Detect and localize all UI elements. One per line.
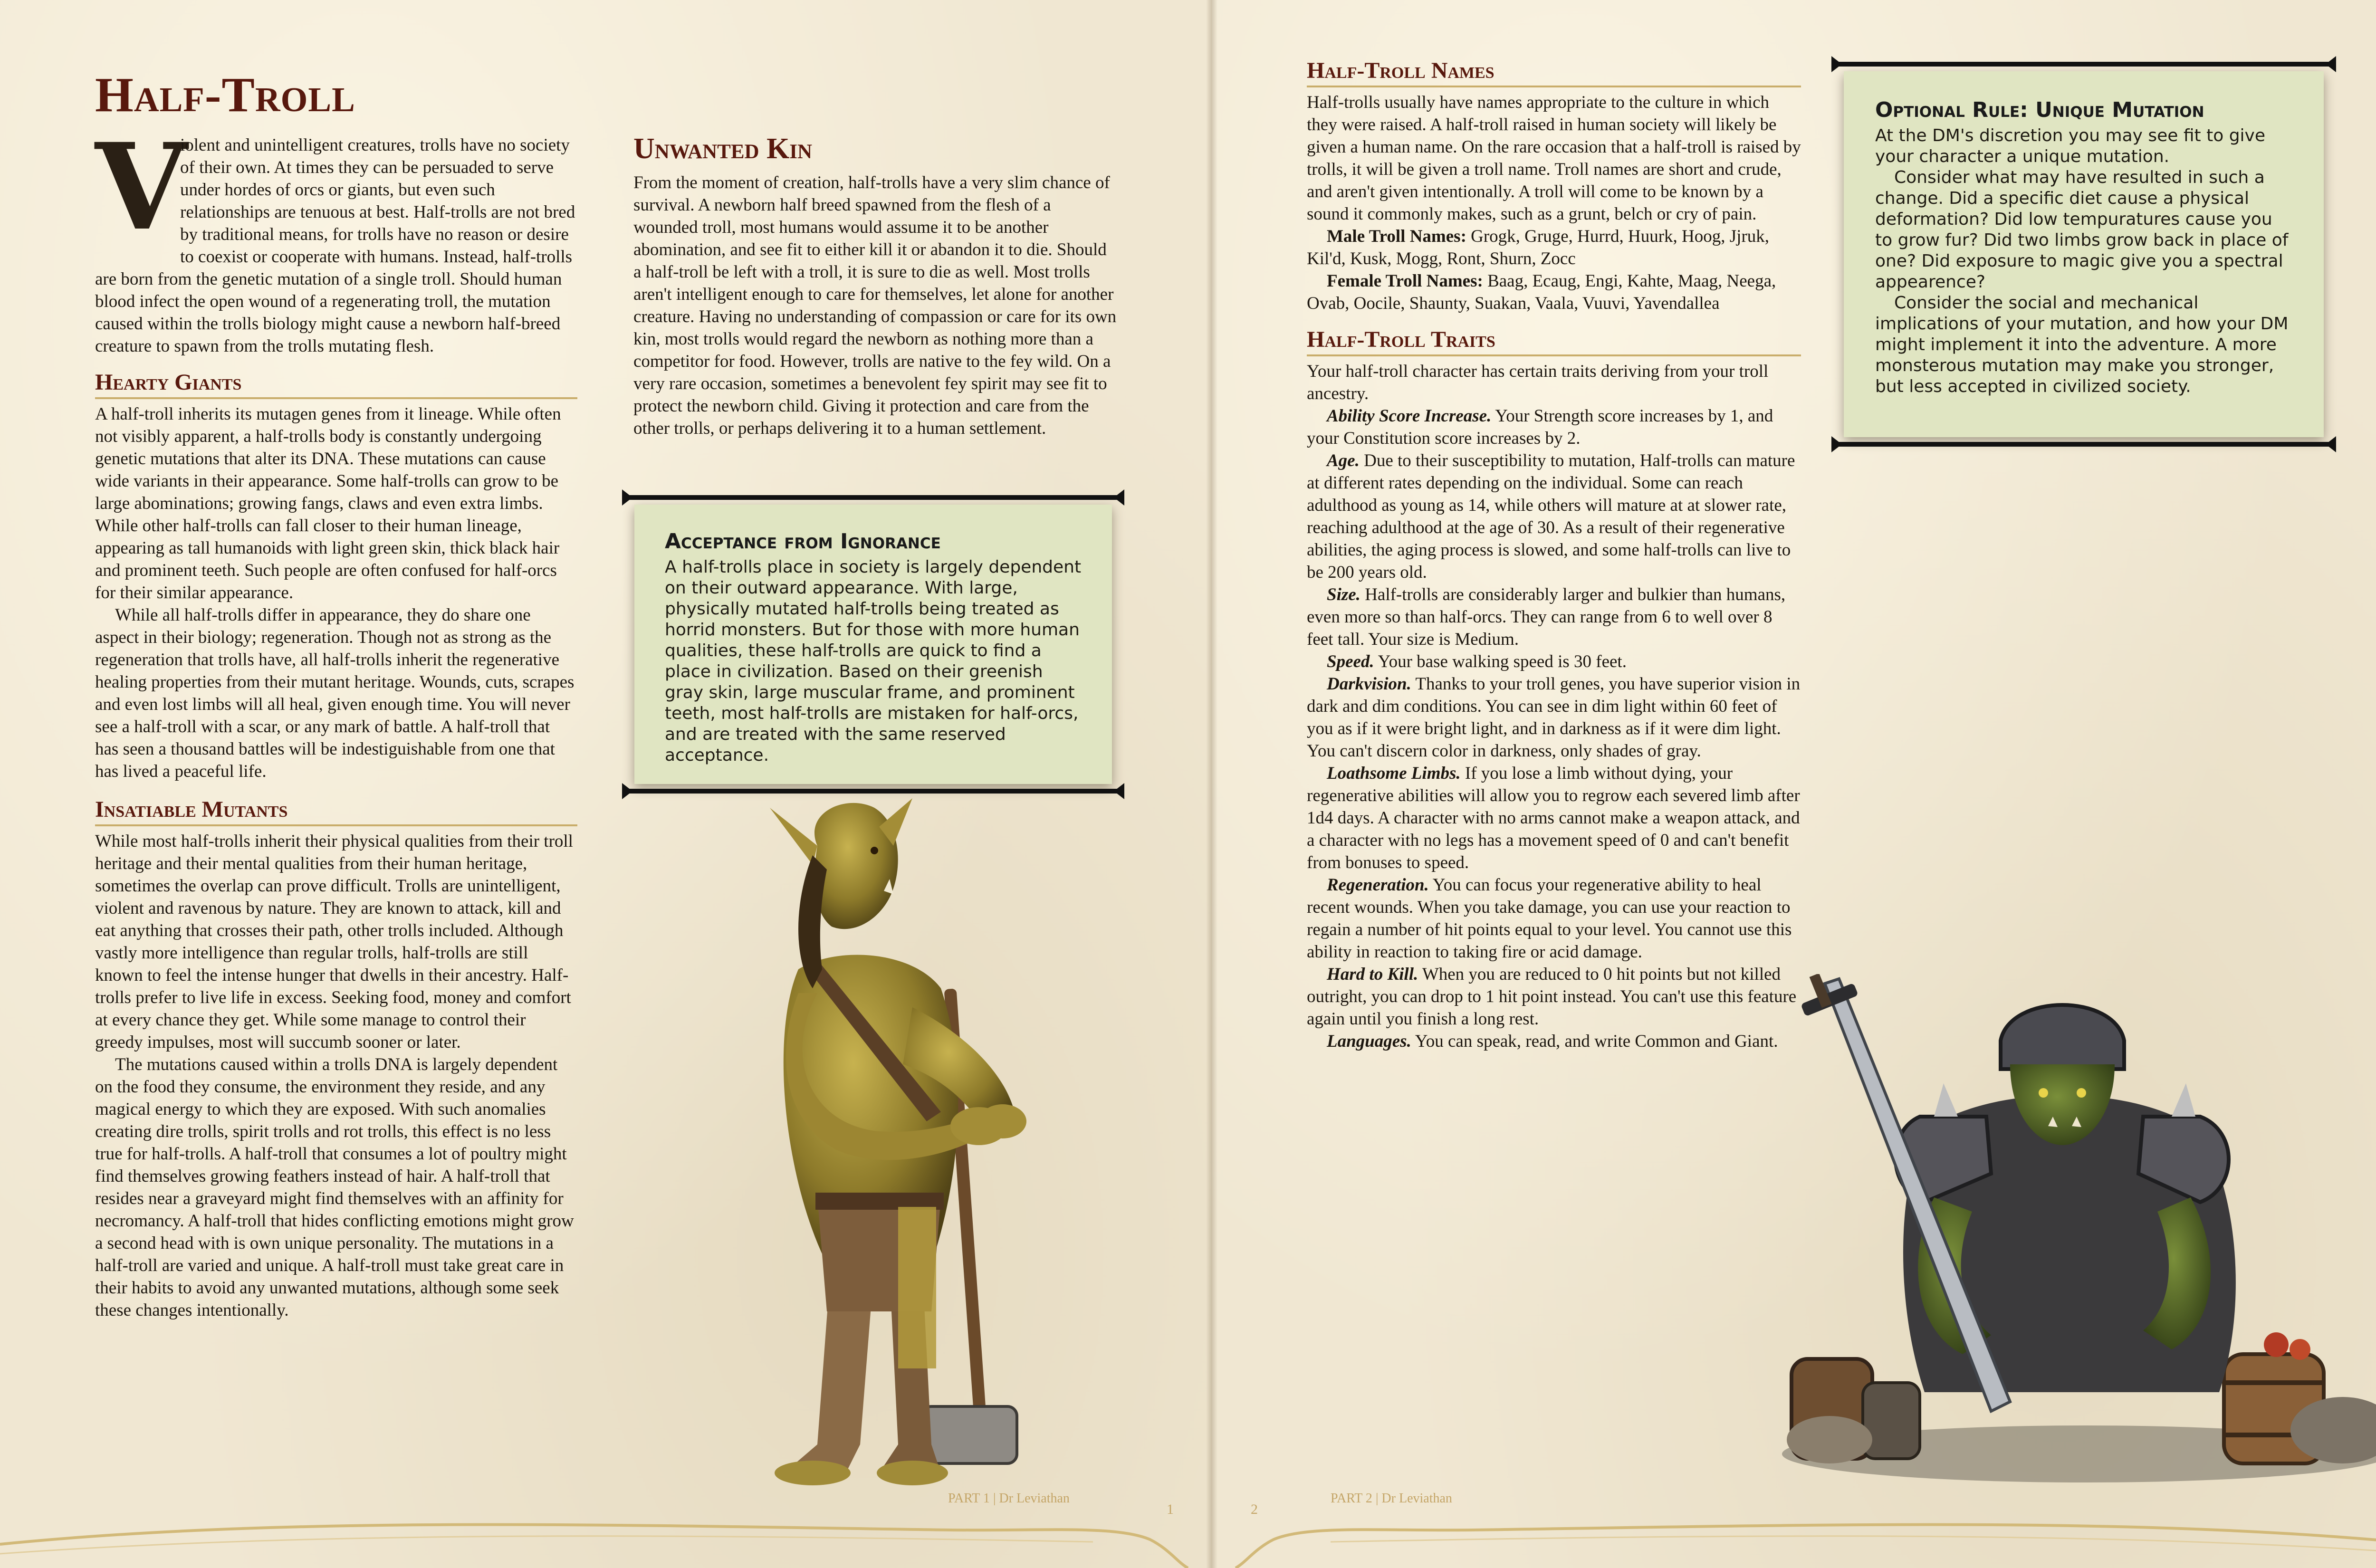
- mutants-paragraph-1: While most half-trolls inherit their physical qualities from their troll heritage and their mental qualities from their human heritage, sometimes the overlap can prove difficult. Trolls are unintelligent, violent and ravenous by nature. They are known to attack, kill and eat anything that crosses their path, other trolls included. Although vastly more intelligence than regular trolls, half-trolls are still known to feel the intense hunger that dwells in their ancestry. Half-trolls prefer to live life in excess. Seeking food, money and comfort at every chance they get. While some manage to control their greedy impulses, most will succumb sooner or later.: [95, 832, 573, 1052]
- note-top-border: [626, 495, 1121, 500]
- trait-text: Due to their susceptibility to mutation, Half-trolls can mature at different rates depending on the individual. Some can reach adulthood as young as 14, while others will mature at at slower rate, reaching adulthood at the age of 30. As a result of their regenerative abilities, the aging process is slowed, and some half-trolls can live to be 200 years old.: [1307, 451, 1795, 582]
- left-column-2: [633, 131, 1118, 440]
- trait-name: Languages.: [1327, 1032, 1411, 1051]
- trait-text: You can speak, read, and write Common and Giant.: [1411, 1032, 1778, 1051]
- right-column-1: [1307, 57, 1801, 1052]
- heading-unwanted-kin: Unwanted Kin: [633, 133, 813, 165]
- trait-languages: [1307, 1030, 1801, 1052]
- trait-age: [1307, 449, 1801, 583]
- intro-text: iolent and unintelligent creatures, trolls have no society of their own. At times they can be persuaded to serve under hordes of orcs or giants, but even such relationships are tenuous at best. Half-trolls are not bred by traditional means, for trolls have no reason or desire to coexist or cooperate with humans. Instead, half-trolls are born from the genetic mutation of a single troll. Should human blood infect the open wound of a regenerating troll, the mutation caused within the trolls biology might cause a newborn half-breed creature to spawn from the trolls mutating flesh.: [95, 135, 575, 356]
- trait-name: Size.: [1327, 585, 1360, 604]
- trait-name: Hard to Kill.: [1327, 965, 1418, 984]
- trait-text: When you are reduced to 0 hit points but not killed outright, you can drop to 1 hit point instead. You can't use this feature again until you finish a long rest.: [1307, 965, 1797, 1029]
- mutants-paragraph-2: The mutations caused within a trolls DNA is largely dependent on the food they consume, the environment they reside, and any magical energy to which they are exposed. With such anomalies creating dire trolls, spirit trolls and rot trolls, this effect is no less true for half-trolls. A half-troll that consumes a lot of poultry might find themselves growing feathers instead of hair. A half-troll that resides near a graveyard might find themselves with an affinity for necromancy. A half-troll that hides conflicting emotions might grow a second head with is own unique personality. The mutations in a half-troll are varied and unique. A half-troll must take great care in their habits to avoid any unwanted mutations, although some seek these changes intentionally.: [95, 1055, 574, 1320]
- male-names: [1307, 225, 1801, 270]
- left-column-1: [95, 117, 577, 1321]
- heading-insatiable-mutants: Insatiable Mutants: [95, 796, 577, 826]
- trait-regeneration: [1307, 874, 1801, 963]
- trait-name: Loathsome Limbs.: [1327, 764, 1461, 783]
- drop-cap: V: [95, 117, 187, 257]
- intro-paragraph: [95, 117, 577, 357]
- trait-name: Regeneration.: [1327, 875, 1429, 895]
- female-names-label: Female Troll Names:: [1327, 271, 1483, 291]
- note-title: Optional Rule: Unique Mutation: [1875, 98, 2204, 122]
- half-troll-illustration: [675, 789, 1102, 1492]
- trait-name: Ability Score Increase.: [1327, 406, 1492, 426]
- note-paragraph-2: Consider what may have resulted in such a change. Did a specific diet cause a physical deformation? Did low tempuratures cause you to grow fur? Did two limbs grow back in place of one? Did exposure to magic give you a spectral appearence?: [1875, 168, 2289, 292]
- traits-intro: Your half-troll character has certain traits deriving from your troll ancestry.: [1307, 362, 1769, 403]
- note-body: A half-trolls place in society is largely dependent on their outward appearance. With large, physically mutated half-trolls being treated as horrid monsters. But for those with more human qualities, these half-trolls are quick to find a place in civilization. Based on their greenish gray skin, large muscular frame, and prominent teeth, most half-trolls are mistaken for half-orcs, and are treated with the same reserved acceptance.: [665, 557, 1082, 765]
- trait-speed: [1307, 650, 1801, 673]
- footer-flourish-left: [0, 1497, 1212, 1568]
- trait-darkvision: [1307, 673, 1801, 762]
- note-top-border: [1835, 62, 2332, 67]
- trait-name: Darkvision.: [1327, 674, 1411, 694]
- note-title: Acceptance from Ignorance: [665, 529, 941, 554]
- trait-text: Half-trolls are considerably larger and bulkier than humans, even more so than half-orcs. They can range from 6 to well over 8 feet tall. Your size is Medium.: [1307, 585, 1786, 649]
- trait-size: [1307, 583, 1801, 650]
- female-names: [1307, 270, 1801, 315]
- hearty-paragraph-2: While all half-trolls differ in appearance, they do share one aspect in their biology; regeneration. Though not as strong as the regeneration that trolls have, all half-trolls inherit the regenerative healing properties from their mutant heritage. Wounds, cuts, scrapes and even lost limbs will all heal, given enough time. You will never see a half-troll with a scar, or any mark of battle. A half-troll that has seen a thousand battles will be indestiguishable from one that has lived a peaceful life.: [95, 605, 575, 781]
- trait-text: Your Strength score increases by 1, and your Constitution score increases by 2.: [1307, 406, 1773, 448]
- footer-flourish-right: [1212, 1497, 2376, 1568]
- heading-hearty-giants: Hearty Giants: [95, 369, 577, 399]
- female-names-list: Baag, Ecaug, Engi, Kahte, Maag, Neega, Ovab, Oocile, Shaunty, Suakan, Vaala, Vuuvi, Yavendallea: [1307, 271, 1776, 313]
- trait-loathsome-limbs: [1307, 762, 1801, 874]
- page-number-right: 2: [1251, 1501, 1258, 1517]
- male-names-list: Grogk, Gruge, Hurrd, Huurk, Hoog, Jjruk, Kil'd, Kusk, Mogg, Ront, Shurn, Zocc: [1307, 227, 1770, 268]
- heading-half-troll-names: Half-Troll Names: [1307, 57, 1801, 87]
- hearty-paragraph-1: A half-troll inherits its mutagen genes from it lineage. While often not visibly apparent, a half-trolls body is constantly undergoing genetic mutations that alter its DNA. These mutations can cause wide variants in their appearance. Some half-trolls can grow to be large abominations; growing fangs, claws and even extra limbs. While other half-trolls can fall closer to their human lineage, appearing as tall humanoids with light green skin, thick black hair and prominent teeth. Such people are often confused for half-orcs for their similar appearance.: [95, 404, 561, 602]
- page-number-left: 1: [1167, 1501, 1174, 1517]
- trait-text: You can focus your regenerative ability to heal recent wounds. When you take damage, you can use your reaction to regain a number of hit points equal to your level. You cannot use this ability in reaction to taking fire or acid damage.: [1307, 875, 1792, 962]
- trait-hard-to-kill: [1307, 963, 1801, 1030]
- book-spine-shadow: [1206, 0, 1217, 1568]
- heading-half-troll-traits: Half-Troll Traits: [1307, 326, 1801, 356]
- trait-name: Age.: [1327, 451, 1360, 470]
- footer-left: PART 1 | Dr Leviathan: [948, 1491, 1070, 1506]
- trait-ability-score: [1307, 405, 1801, 449]
- footer-right: PART 2 | Dr Leviathan: [1331, 1491, 1452, 1506]
- right-page: [1212, 0, 2376, 1568]
- armored-troll-illustration: [1744, 974, 2376, 1487]
- kin-paragraph: From the moment of creation, half-trolls have a very slim chance of survival. A newborn half breed spawned from the flesh of a wounded troll, most humans would assume it to be another abomination, and see fit to either kill it or abandon it to die. Should a half-troll be left with a troll, it is sure to die as well. Most trolls aren't intelligent enough to care for themselves, let alone for another creature. Having no understanding of compassion or care for its own kin, most trolls would regard the newborn as nothing more than a competitor for food. However, trolls are native to the fey wild. On a very rare occasion, sometimes a benevolent fey spirit may see fit to protect the newborn child. Giving it protection and care from the other trolls, or perhaps delivering it to a human settlement.: [633, 173, 1117, 438]
- note-optional-rule: [1844, 71, 2324, 437]
- note-bottom-border: [1835, 442, 2332, 447]
- names-paragraph: Half-trolls usually have names appropriate to the culture in which they were raised. A half-troll raised in human society will likely be given a human name. On the rare occasion that a half-troll is raised by trolls, it will be given a troll name. Troll names are short and crude, and aren't given intentionally. A troll will come to be known by a sound it commonly makes, such as a grunt, belch or cry of pain.: [1307, 93, 1801, 224]
- trait-text: If you lose a limb without dying, your regenerative abilities will allow you to regrow each severed limb after 1d4 days. A character with no arms cannot make a weapon attack, and a character with no legs has a movement speed of 0 and can't benefit from bonuses to speed.: [1307, 764, 1800, 872]
- page-title: Half-Troll: [95, 67, 355, 122]
- note-paragraph-1: At the DM's discretion you may see fit to give your character a unique mutation.: [1875, 126, 2266, 166]
- trait-text: Thanks to your troll genes, you have superior vision in dark and dim conditions. You can see in dim light within 60 feet of you as if it were bright light, and in darkness as if it were dim light. You can't discern color in darkness, only shades of gray.: [1307, 674, 1801, 761]
- trait-name: Speed.: [1327, 652, 1374, 671]
- note-acceptance-from-ignorance: [634, 505, 1112, 784]
- trait-text: Your base walking speed is 30 feet.: [1374, 652, 1627, 671]
- note-paragraph-3: Consider the social and mechanical implications of your mutation, and how your DM might implement it into the adventure. A more monsterous mutation may make you stronger, but less accepted in civilized society.: [1875, 293, 2289, 396]
- male-names-label: Male Troll Names:: [1327, 227, 1466, 246]
